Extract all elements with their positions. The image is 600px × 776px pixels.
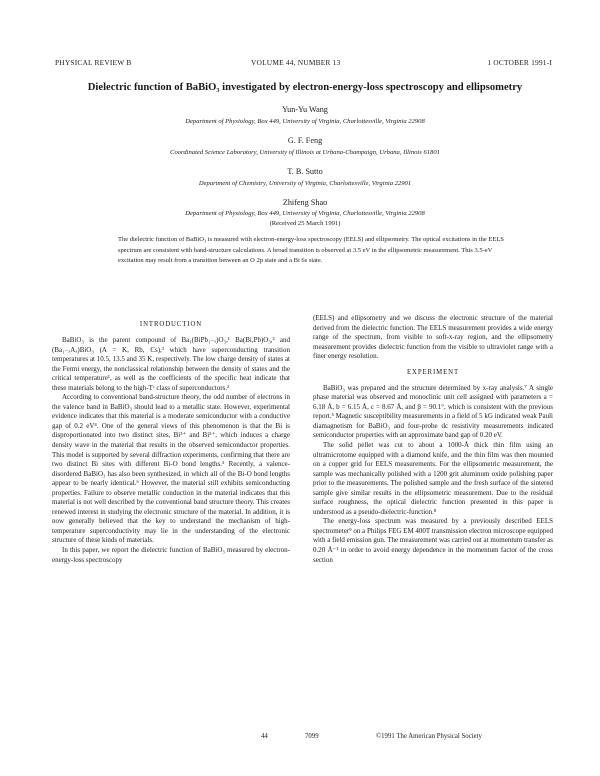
paragraph: The solid pellet was cut to about a 1000-Å thick thin film using an ultramicrotome equipped with a diamond knife, and the thin film was then mounted on a copper grid for EELS measurements. For the ellipsometric measurement, the sample was mechanically polished with a 1200 grit aluminum oxide polishing paper prior to the measurements. The polished sample and the fresh surface of the sintered sample give similar results in the ellipsometric measurement. Due to the residual surface roughness, the optical dielectric function presented in this paper is understood as a pseudo-dielectric-function.⁸ [313, 441, 553, 516]
running-header [55, 58, 552, 68]
author-affiliation: Coordinated Science Laboratory, University of Illinois at Urbana-Champaign, Urbana, Illinois 61801 [170, 149, 440, 156]
paragraph: According to conventional band-structure theory, the odd number of electrons in the valence band in BaBiO₃ should lead to a metallic state. However, experimental evidence indicates that this material is a moderate semiconductor with a conductive gap of 0.2 eV⁴. One of the general views of this phenomenon is that the Bi is disproportionated into two distinct sites, Bi³⁺ and Bi⁵⁺, which induces a charge density wave in the material that results in the observed semiconductor properties. This model is supported by several diffraction experiments, confirming that there are two distinct Bi sites with different Bi-O bond lengths.⁵ Recently, a valence-disordered BaBiO₃ has also been synthesized, in which all of the Bi-O bond lengths appear to be nearly identical.⁶ However, the material still exhibits semiconducting properties. Failure to observe metallic conduction in the material indicates that this material is not well described by the conventional band structure theory. This creates renewed interest in studying the electronic structure of the material. In addition, it is now generally believed that the key to understand the mechanism of high-temperature superconductivity may lie in the understanding of the electronic structure of these kinds of materials. [52, 393, 290, 545]
author-name: Zhifeng Shao [282, 198, 328, 207]
footer-volume: 44 [261, 733, 268, 740]
issue-date: 1 OCTOBER 1991-I [487, 58, 552, 67]
footer-copyright: ©1991 The American Physical Society [376, 733, 482, 740]
paragraph: BaBiO₃ was prepared and the structure determined by x-ray analysis.⁷ A single phase material was observed and monoclinic unit cell assigned with parameters a = 6.18 Å, b = 6.15 Å, c = 8.67 Å, and β = 90.1°, which is consistent with the previous report.⁵ Magnetic susceptibility measurements in a field of 5 kG indicated weak Pauli diamagnetism for BaBiO₃ and four-probe dc resistivity measurements indicated semiconductor properties with an approximate band gap of 0.20 eV. [313, 383, 553, 440]
article-title: Dielectric function of BaBiO₃ investigated by electron-energy-loss spectroscopy and ellipsometry [87, 82, 523, 93]
author-name: T. B. Sutto [287, 167, 323, 176]
author-name: Yun-Yu Wang [282, 105, 328, 114]
abstract: The dielectric function of BaBiO₃ is measured with electron-energy-loss spectroscopy (EELS) and ellipsometry. The optical excitations in the EELS spectrum are consistent with band-structure calculations. A broad transition is observed at 3.5 eV in the ellipsometric measurement. This 3.5-eV excitation may result from a transition between an O 2p state and a Bi 6s state. [118, 236, 504, 265]
volume-number: VOLUME 44, NUMBER 13 [251, 58, 341, 67]
paragraph: BaBiO₃ is the parent compound of Ba₁(BiPb₁₋ₓ)O₃,¹ Ba(Bi,Pb)O₃,² and (Ba₁₋ₓAₓ)BiO₃ (A = K, Rb, Cs),³ which have superconducting transition temperatures at 10.5, 13.5 and 35 K, respectively. The low charge density of states at the Fermi energy, the nonclassical relationship between the density of states and the critical temperature¹, as well as the coefficients of the specific heat indicate that these materials belong to the high-Tᶜ class of superconductors.² [52, 336, 290, 392]
journal-name: PHYSICAL REVIEW B [55, 58, 132, 67]
paragraph: (EELS) and ellipsometry and we discuss the electronic structure of the material derived from the dielectric function. The EELS measurement provides a wide energy range of the spectrum, from visible to soft-x-ray region, and the ellipsometry measurement provides dielectric function from the visible to ultraviolet range with a finer energy resolution. [313, 314, 553, 361]
paragraph: In this paper, we report the dielectric function of BaBiO₃ measured by electron-energy-loss spectroscopy [52, 546, 290, 564]
received-date: (Received 25 March 1991) [269, 220, 341, 227]
section-heading-introduction: INTRODUCTION [139, 321, 203, 328]
left-column [52, 314, 290, 565]
right-column [313, 314, 553, 565]
author-affiliation: Department of Physiology, Box 449, University of Virginia, Charlottesville, Virginia 22908 [185, 210, 425, 217]
paragraph: The energy-loss spectrum was measured by a previously described EELS spectrometer⁹ on a Philips FEG EM 400T transmission electron microscope equipped with a field emission gun. The measurement was carried out at momentum transfer as 0.20 Å⁻¹ in order to avoid energy dependence in the momentum factor of the cross section [313, 517, 553, 564]
author-affiliation: Department of Physiology, Box 449, University of Virginia, Charlottesville, Virginia 22908 [185, 118, 425, 125]
author-name: G. F. Feng [287, 136, 323, 145]
section-heading-experiment: EXPERIMENT [406, 368, 460, 376]
footer-page-number: 7099 [305, 733, 319, 740]
author-affiliation: Department of Chemistry, University of Virginia, Charlottesville, Virginia 22901 [198, 180, 412, 187]
